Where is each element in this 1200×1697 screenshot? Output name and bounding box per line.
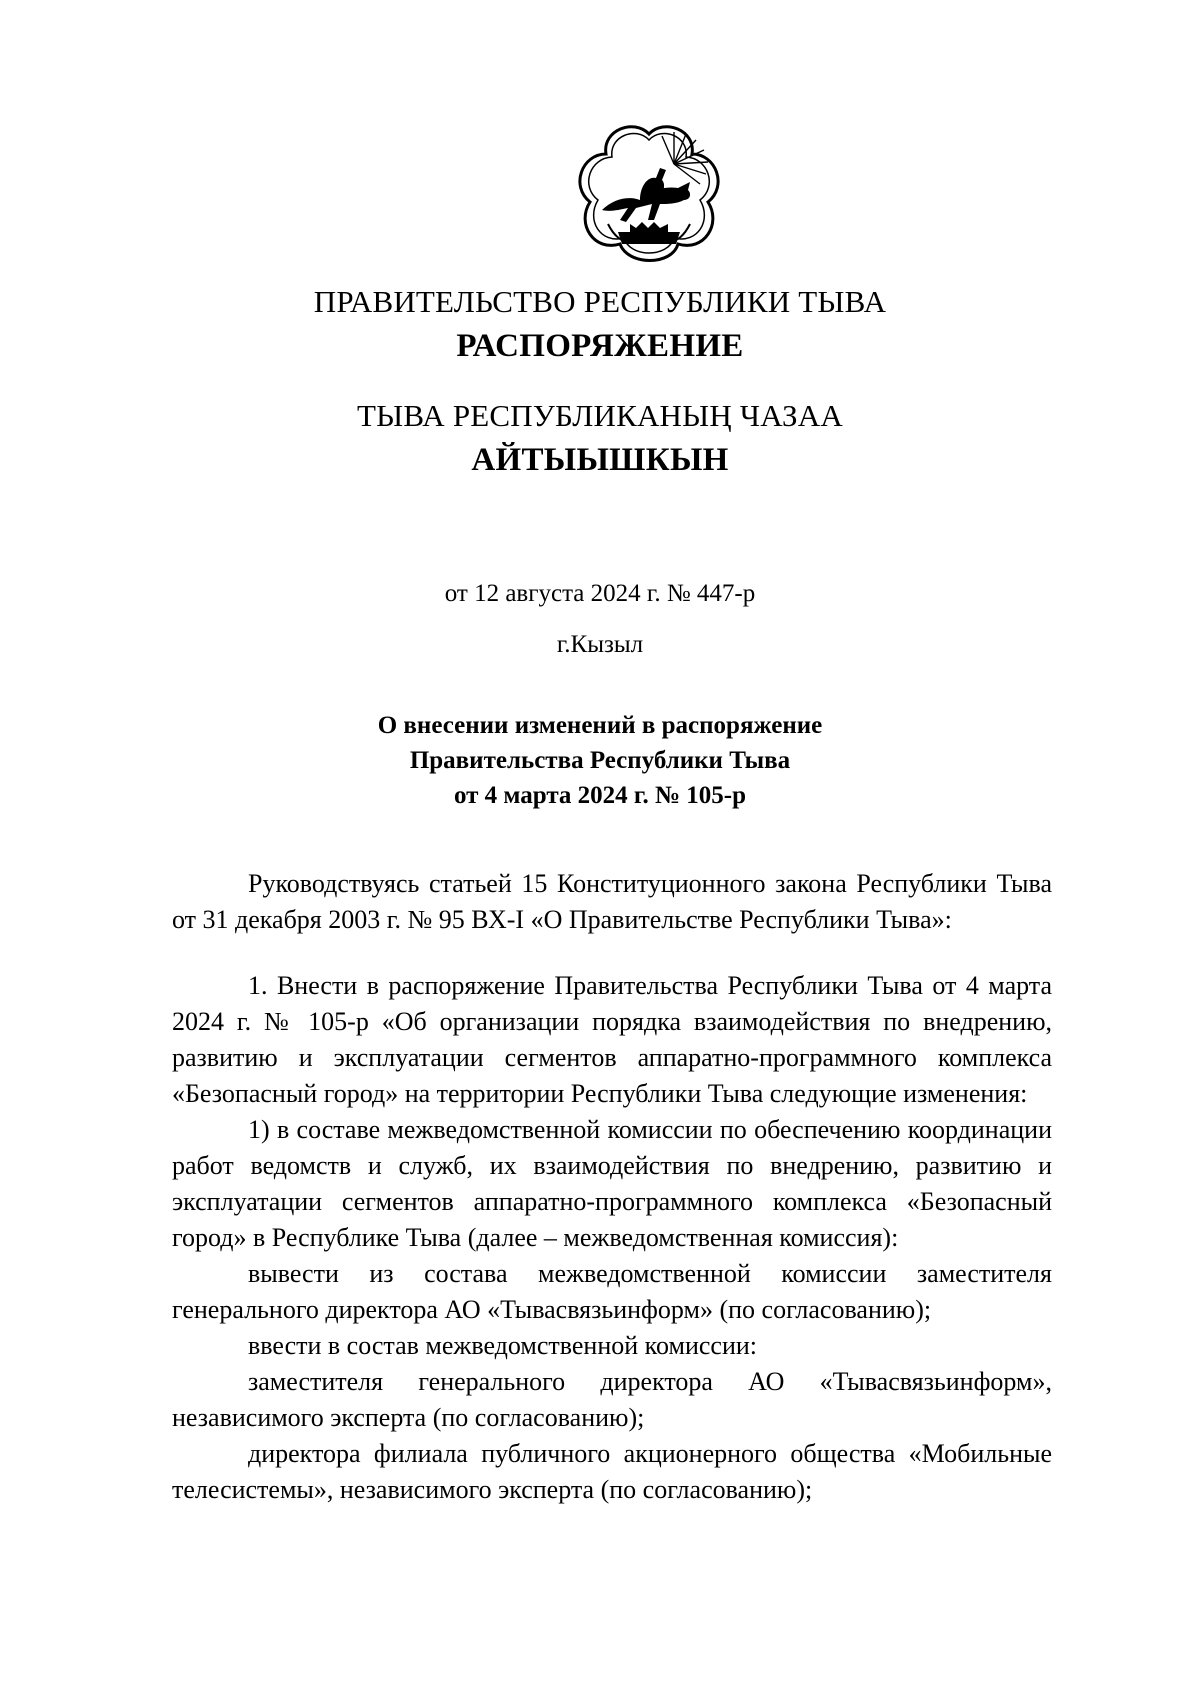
- body-paragraph: ввести в состав межведомственной комиссии:: [248, 1331, 757, 1360]
- document-date-number: от 12 августа 2024 г. № 447-р: [444, 580, 756, 607]
- government-name-ru: ПРАВИТЕЛЬСТВО РЕСПУБЛИКИ ТЫВА: [313, 284, 887, 319]
- document-heading-line: Правительства Республики Тыва: [409, 747, 791, 774]
- document-heading: [0, 708, 1200, 813]
- body-paragraph: 1. Внести в распоряжение Правительства Республики Тыва от 4 марта 2024 г. № 105-р «Об организации порядка взаимодействия по внедрению, развитию и эксплуатации сегментов аппаратно-программного комплекса «Безопасный город» на территории Республики Тыва следующие изменения:: [172, 971, 1052, 1108]
- body-paragraph: заместителя генерального директора АО «Тывасвязьинформ», независимого эксперта (по согласованию);: [172, 1367, 1052, 1432]
- body-paragraph: директора филиала публичного акционерного общества «Мобильные телесистемы», независимого эксперта (по согласованию);: [172, 1439, 1052, 1504]
- body-paragraph: Руководствуясь статьей 15 Конституционного закона Республики Тыва от 31 декабря 2003 г. № 95 ВХ-I «О Правительстве Республики Тыва»:: [172, 869, 1052, 934]
- body-paragraph: вывести из состава межведомственной комиссии заместителя генерального директора АО «Тывасвязьинформ» (по согласованию);: [172, 1259, 1052, 1324]
- document-heading-line: от 4 марта 2024 г. № 105-р: [453, 782, 747, 809]
- document-body: [172, 866, 1052, 1508]
- government-name-tyv: ТЫВА РЕСПУБЛИКАНЫҢ ЧАЗАА: [357, 398, 843, 433]
- body-paragraph: 1) в составе межведомственной комиссии по обеспечению координации работ ведомств и служб, их взаимодействия по внедрению, развитию и эксплуатации сегментов аппаратно-программного комплекса «Безопасный город» в Республике Тыва (далее – межведомственная комиссия):: [172, 1115, 1052, 1252]
- document-kind-tyv: АЙТЫЫШКЫН: [471, 442, 729, 478]
- document-city: г.Кызыл: [556, 631, 644, 658]
- document-heading-line: О внесении изменений в распоряжение: [377, 712, 823, 739]
- document-kind-ru: РАСПОРЯЖЕНИЕ: [456, 328, 744, 364]
- tuva-coat-of-arms-icon: [574, 124, 724, 266]
